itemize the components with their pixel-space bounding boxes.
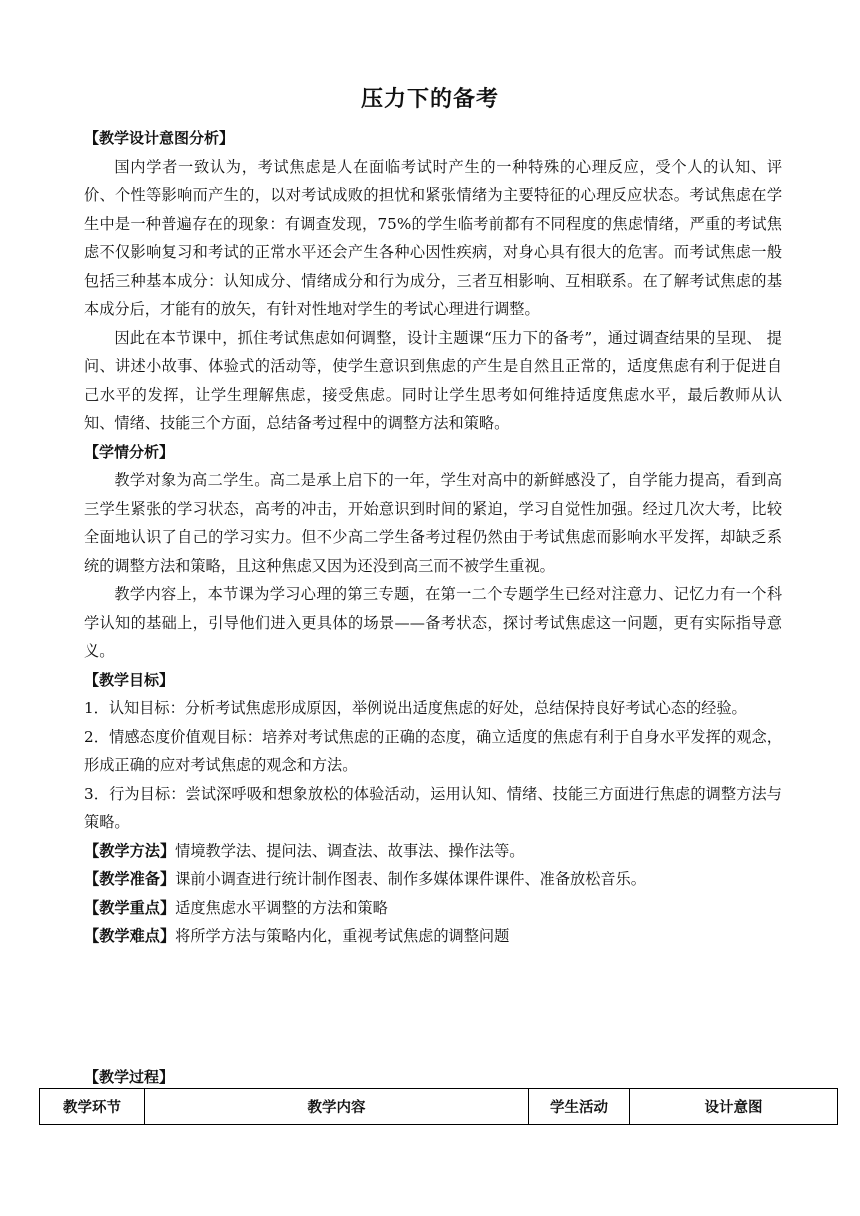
paragraph: 教学对象为高二学生。高二是承上启下的一年，学生对高中的新鲜感没了，自学能力提高，看到高三学生紧张的学习状态，高考的冲击，开始意识到时间的紧迫，学习自觉性加强。经过几次大考，比较全面地认识了自己的学习实力。但不少高二学生备考过程仍然由于考试焦虑而影响水平发挥，却缺乏系统的调整方法和策略，且这种焦虑又因为还没到高三而不被学生重视。 [84, 471, 782, 575]
preparation-text: 课前小调查进行统计制作图表、制作多媒体课件课件、准备放松音乐。 [175, 870, 646, 888]
section-heading-student-analysis: 【学情分析】 [84, 442, 175, 461]
section-heading-method: 【教学方法】 [84, 841, 176, 860]
process-table [39, 1088, 838, 1125]
objective-item: 3．行为目标：尝试深呼吸和想象放松的体验活动，运用认知、情绪、技能三方面进行焦虑的调整方法与策略。 [84, 784, 782, 831]
column-header-stage: 教学环节 [40, 1089, 145, 1125]
method-text: 情境教学法、提问法、调查法、故事法、操作法等。 [175, 841, 525, 860]
paragraph: 国内学者一致认为，考试焦虑是人在面临考试时产生的一种特殊的心理反应，受个人的认知、评价、个性等影响而产生的，以对考试成败的担忧和紧张情绪为主要特征的心理反应状态。考试焦虑在学生中是一种普遍存在的现象：有调查发现，75%的学生临考前都有不同程度的焦虑情绪，严重的考试焦虑不仅影响复习和考试的正常水平还会产生各种心因性疾病，对身心具有很大的危害。而考试焦虑一般包括三种基本成分：认知成分、情绪成分和行为成分，三者互相影响、互相联系。在了解考试焦虑的基本成分后，才能有的放矢，有针对性地对学生的考试心理进行调整。 [84, 157, 782, 318]
section-heading-difficulty: 【教学难点】 [84, 927, 176, 945]
document-body [84, 124, 782, 951]
method-line [84, 837, 782, 866]
document-title: 压力下的备考 [360, 87, 499, 112]
objective-item: 1．认知目标：分析考试焦虑形成原因，举例说出适度焦虑的好处，总结保持良好考试心态的经验。 [84, 699, 747, 717]
section-heading-design-intent: 【教学设计意图分析】 [84, 129, 235, 147]
column-header-design-intent: 设计意图 [630, 1089, 838, 1125]
paragraph: 因此在本节课中，抓住考试焦虑如何调整，设计主题课“压力下的备考”，通过调查结果的呈现、 提问、讲述小故事、体验式的活动等，使学生意识到焦虑的产生是自然且正常的，适度焦虑有利于促进自己水平的发挥，让学生理解焦虑，接受焦虑。同时让学生思考如何维持适度焦虑水平，最后教师从认知、情绪、技能三个方面，总结备考过程中的调整方法和策略。 [84, 328, 782, 432]
column-header-student-activity: 学生活动 [529, 1089, 630, 1125]
section-heading-objectives: 【教学目标】 [84, 670, 175, 689]
column-header-content: 教学内容 [145, 1089, 529, 1125]
section-heading-process: 【教学过程】 [84, 1068, 175, 1086]
paragraph: 教学内容上，本节课为学习心理的第三专题，在第一二个专题学生已经对注意力、记忆力有一个科学认知的基础上，引导他们进入更具体的场景——备考状态，探讨考试焦虑这一问题，更有实际指导意义。 [84, 585, 782, 660]
table-header-row [40, 1089, 838, 1125]
difficulty-line [84, 922, 782, 951]
section-heading-preparation: 【教学准备】 [84, 870, 176, 888]
key-point-text: 适度焦虑水平调整的方法和策略 [175, 898, 388, 917]
objective-item: 2．情感态度价值观目标：培养对考试焦虑的正确的态度，确立适度的焦虑有利于自身水平发挥的观念，形成正确的应对考试焦虑的观念和方法。 [84, 727, 782, 774]
preparation-line [84, 865, 782, 894]
key-point-line [84, 894, 782, 923]
difficulty-text: 将所学方法与策略内化，重视考试焦虑的调整问题 [175, 927, 510, 945]
section-heading-key-point: 【教学重点】 [84, 898, 176, 917]
